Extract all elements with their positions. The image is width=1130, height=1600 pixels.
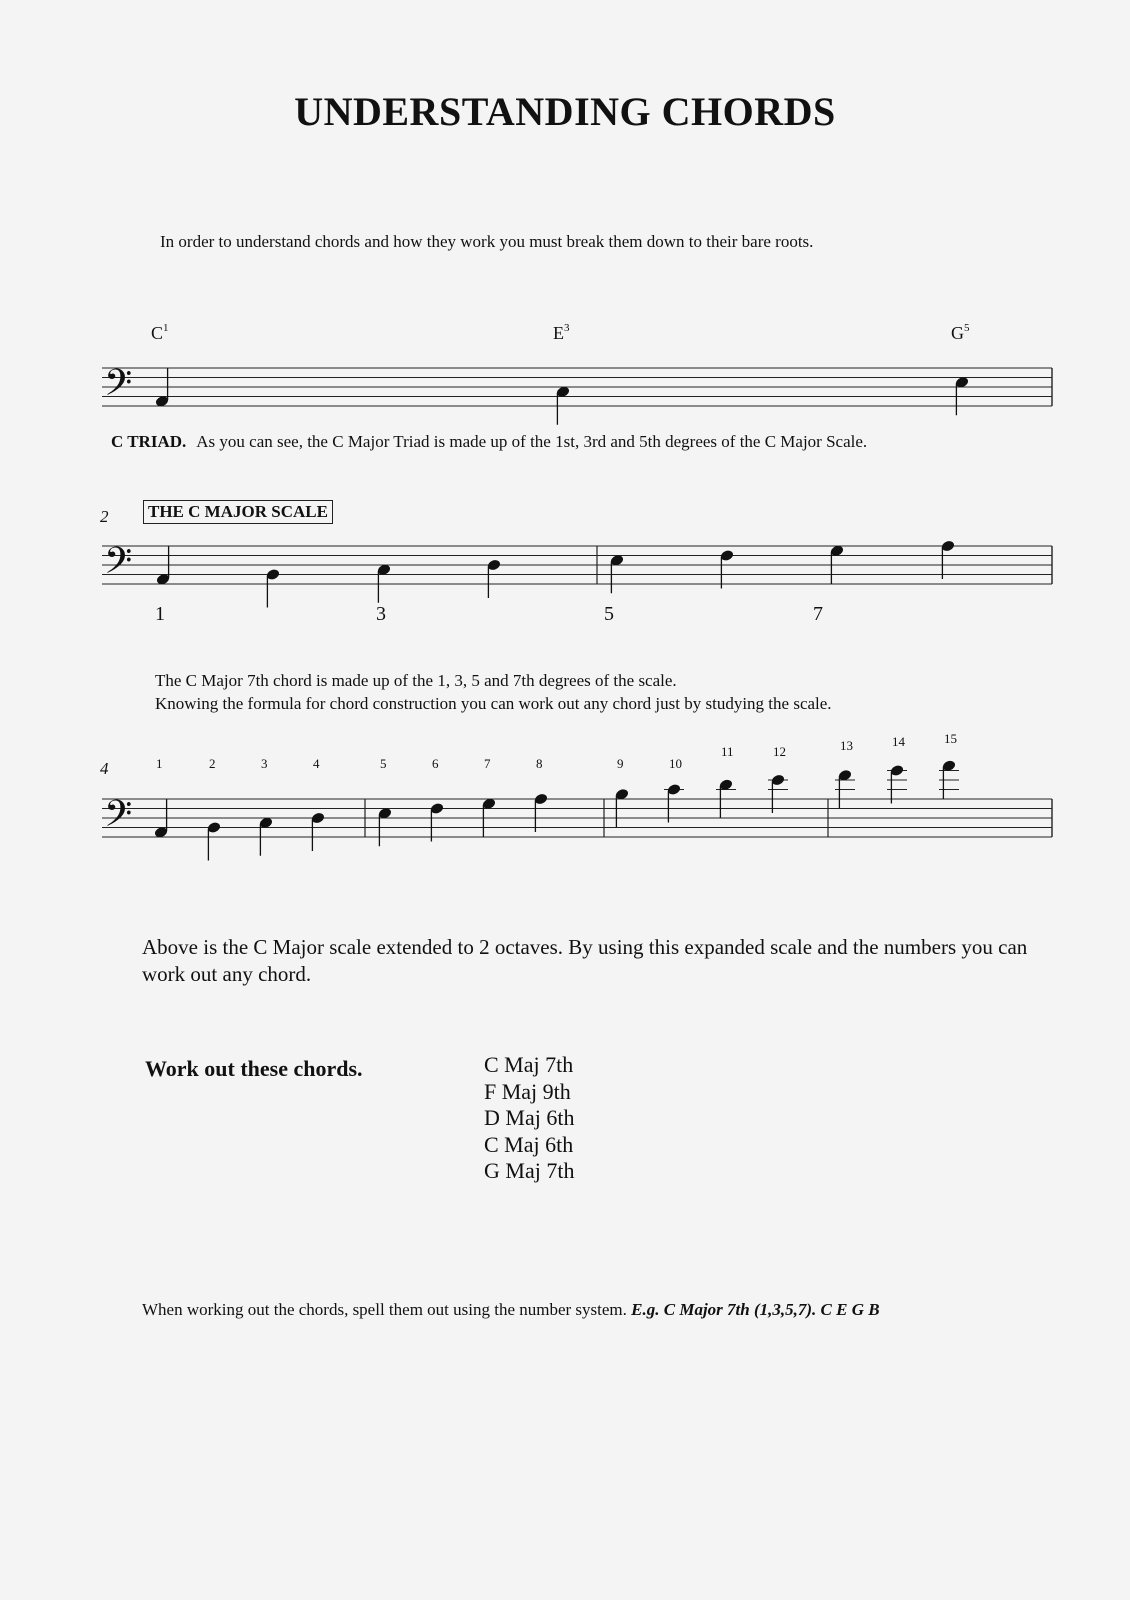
page-title: UNDERSTANDING CHORDS xyxy=(294,89,836,134)
caption-line-1: The C Major 7th chord is made up of the 1, 3, 5 and 7th degrees of the scale. xyxy=(155,671,677,690)
extended-degree-number: 11 xyxy=(721,744,734,759)
extended-degree-number: 3 xyxy=(261,756,268,771)
extended-degree-number: 2 xyxy=(209,756,216,771)
extended-degree-number: 12 xyxy=(773,744,786,759)
scale-box-label: THE C MAJOR SCALE xyxy=(143,500,333,524)
chord-item: D Maj 6th xyxy=(484,1105,575,1130)
footer-note: When working out the chords, spell them out using the number system. E.g. C Major 7th (1,3,5,7). C E G B xyxy=(142,1300,880,1319)
bass-clef-icon: 𝄢 xyxy=(104,540,133,591)
extended-degree-number: 5 xyxy=(380,756,387,771)
triad-caption: C TRIAD. As you can see, the C Major Triad is made up of the 1st, 3rd and 5th degrees of the C Major Scale. xyxy=(111,432,868,451)
scale-degree-1: 1 xyxy=(155,603,165,625)
extended-degree-number: 15 xyxy=(944,731,957,746)
triad-label-c: $C^1$ xyxy=(151,322,169,343)
bass-clef-icon: 𝄢 xyxy=(104,362,133,413)
extended-degree-number: 10 xyxy=(669,756,682,771)
scale-degree-7: 7 xyxy=(813,603,823,625)
extended-degree-number: 7 xyxy=(484,756,491,771)
triad-label-g: $G^5$ xyxy=(951,322,970,343)
triad-label-e: $E^3$ xyxy=(553,322,570,343)
extended-degree-number: 6 xyxy=(432,756,439,771)
measure-number-4: 4 xyxy=(100,759,109,778)
extended-degree-number: 14 xyxy=(892,734,905,749)
extended-paragraph: Above is the C Major scale extended to 2 octaves. By using this expanded scale and the numbers you can work out any chord. xyxy=(142,935,1028,986)
extended-degree-number: 4 xyxy=(313,756,320,771)
chord-list xyxy=(484,1052,574,1185)
scale-degree-3: 3 xyxy=(376,603,386,625)
chord-item: C Maj 7th xyxy=(484,1052,574,1077)
extended-degree-number: 1 xyxy=(156,756,163,771)
chord-item: C Maj 6th xyxy=(484,1131,574,1157)
chord-item: G Maj 7th xyxy=(484,1158,575,1183)
bass-clef-icon: 𝄢 xyxy=(104,793,133,844)
exercise-heading: Work out these chords. xyxy=(145,1056,363,1081)
chord-item: F Maj 9th xyxy=(484,1078,571,1104)
scale-degree-5: 5 xyxy=(604,603,614,625)
extended-degree-number: 8 xyxy=(536,756,543,771)
intro-text: In order to understand chords and how they work you must break them down to their bare roots. xyxy=(160,232,814,251)
caption-line-2: Knowing the formula for chord construction you can work out any chord just by studying the scale. xyxy=(155,694,832,713)
extended-degree-number: 9 xyxy=(617,756,624,771)
extended-degree-number: 13 xyxy=(840,738,853,753)
measure-number-2: 2 xyxy=(100,507,109,526)
